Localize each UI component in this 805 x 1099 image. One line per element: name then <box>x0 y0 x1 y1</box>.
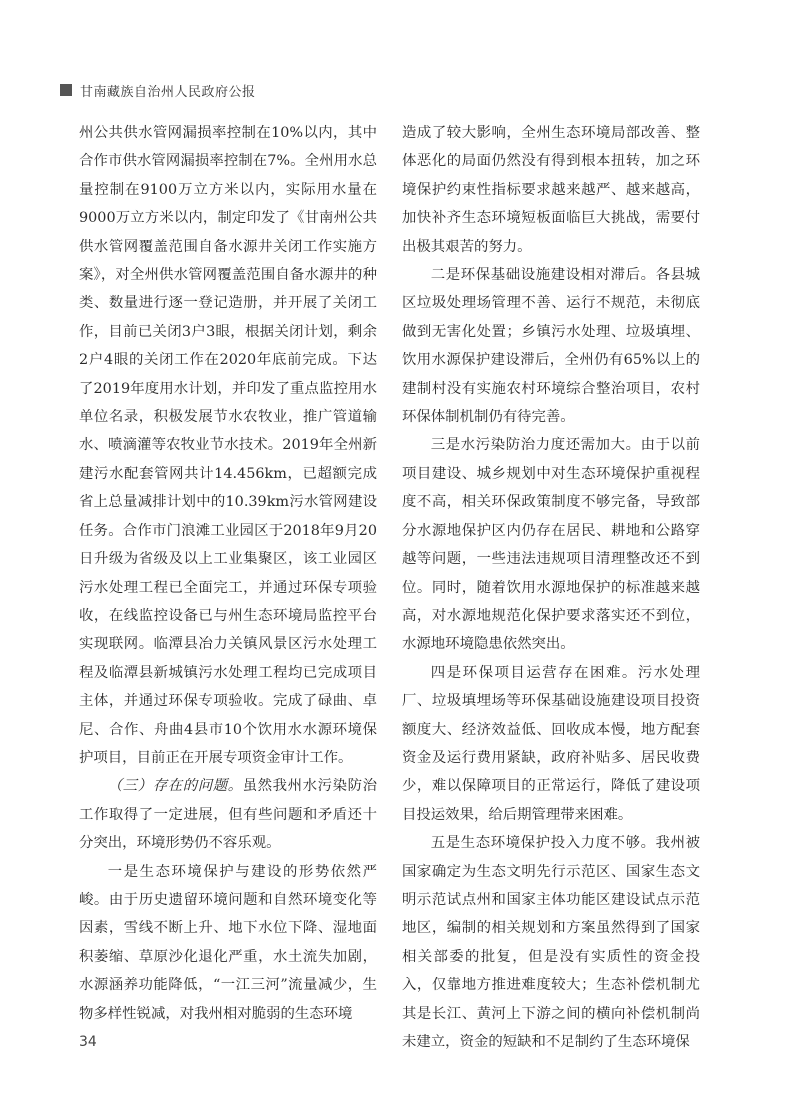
header-square-mark <box>60 84 72 96</box>
paragraph: 一是生态环境保护与建设的形势依然严峻。由于历史遗留环境问题和自然环境变化等因素，雪线不断上升、地下水位下降、湿地面积萎缩、草原沙化退化严重，水土流失加剧，水源涵养功能降低，“一江三河”流量减少，生物多样性锐减，对我州相对脆弱的生态环境 <box>79 863 377 1022</box>
paragraph: 造成了较大影响，全州生态环境局部改善、整体恶化的局面仍然没有得到根本扭转，加之环境保护约束性指标要求越来越严、越来越高，加快补齐生态环境短板面临巨大挑战，需要付出极其艰苦的努力。 <box>402 125 700 255</box>
paragraph: 三是水污染防治力度还需加大。由于以前项目建设、城乡规划中对生态环境保护重视程度不高，相关环保政策制度不够完备，导致部分水源地保护区内仍存在居民、耕地和公路穿越等问题，一些违法违规项目清理整改还不到位。同时，随着饮用水源地保护的标准越来越高，对水源地规范化保护要求落实还不到位，水源地环境隐患依然突出。 <box>402 437 700 653</box>
section-paragraph <box>79 772 377 857</box>
paragraph: 州公共供水管网漏损率控制在10%以内，其中合作市供水管网漏损率控制在7%。全州用水总量控制在9100万立方米以内，实际用水量在9000万立方米以内，制定印发了《甘南州公共供水管网覆盖范围自备水源井关闭工作实施方案》，对全州供水管网覆盖范围自备水源井的种类、数量进行逐一登记造册，并开展了关闭工作，目前已关闭3户3眼，根据关闭计划，剩余2户4眼的关闭工作在2020年底前完成。下达了2019年度用水计划，并印发了重点监控用水单位名录，积极发展节水农牧业，推广管道输水、喷滴灌等农牧业节水技术。2019年全州新建污水配套管网共计14.456km，已超额完成省上总量减排计划中的10.39km污水管网建设任务。合作市门浪滩工业园区于2018年9月20日升级为省级及以上工业集聚区，该工业园区污水处理工程已全面完工，并通过环保专项验收，在线监控设备已与州生态环境局监控平台实现联网。临潭县冶力关镇风景区污水处理工程及临潭县新城镇污水处理工程均已完成项目主体，并通过环保专项验收。完成了碌曲、卓尼、合作、舟曲4县市10个饮用水水源环境保护项目，目前正在开展专项资金审计工作。 <box>79 125 377 766</box>
paragraph: 四是环保项目运营存在困难。污水处理厂、垃圾填埋场等环保基础设施建设项目投资额度大、经济效益低、回收成本慢，地方配套资金及运行费用紧缺，政府补贴多、居民收费少，难以保障项目的正常运行，降低了建设项目投运效果，给后期管理带来困难。 <box>402 664 700 823</box>
left-column <box>79 119 377 1028</box>
section-heading-body: 虽然我州水污染防治工作取得了一定进展，但有些问题和矛盾还十分突出，环境形势仍不容乐观。 <box>79 778 377 852</box>
section-heading: （三）存在的问题。 <box>107 778 243 795</box>
paragraph: 五是生态环境保护投入力度不够。我州被国家确定为生态文明先行示范区、国家生态文明示范试点州和国家主体功能区建设试点示范地区，编制的相关规划和方案虽然得到了国家相关部委的批复，但是没有实质性的资金投入，仅靠地方推进难度较大；生态补偿机制尤其是长江、黄河上下游之间的横向补偿机制尚未建立，资金的短缺和不足制约了生态环境保 <box>402 835 700 1050</box>
publication-title: 甘南藏族自治州人民政府公报 <box>80 84 256 100</box>
page-header <box>60 80 256 100</box>
right-column <box>402 119 700 1056</box>
paragraph: 二是环保基础设施建设相对滞后。各县城区垃圾处理场管理不善、运行不规范，未彻底做到无害化处置；乡镇污水处理、垃圾填埋、饮用水源保护建设滞后，全州仍有65%以上的建制村没有实施农村环境综合整治项目，农村环保体制机制仍有待完善。 <box>402 267 700 426</box>
page-number: 34 <box>79 1034 97 1050</box>
